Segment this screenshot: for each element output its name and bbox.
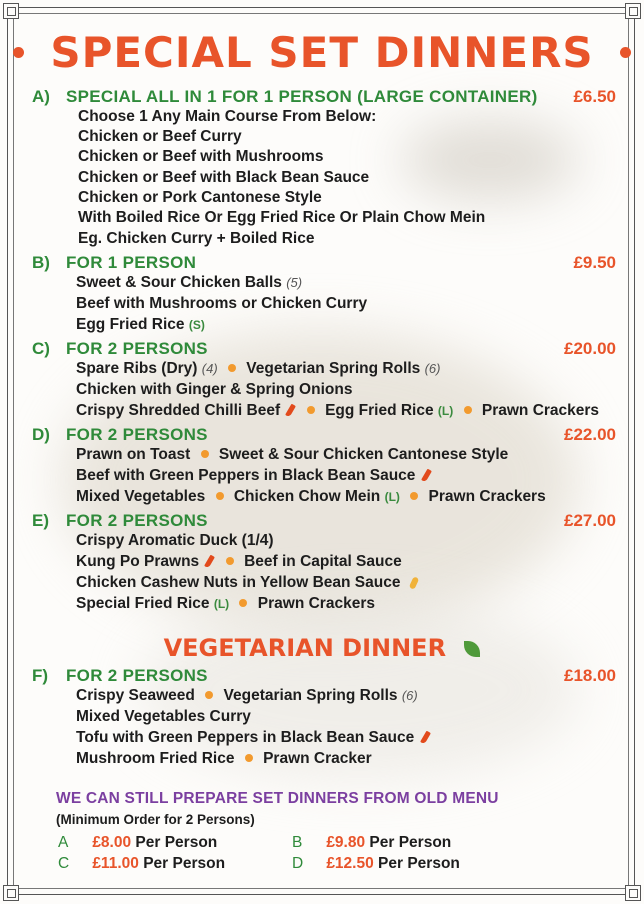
section-price: £9.50 xyxy=(573,253,616,272)
menu-line: Chicken or Pork Cantonese Style xyxy=(78,189,322,206)
menu-line: Chicken or Beef with Mushrooms xyxy=(78,148,324,165)
menu-line xyxy=(76,573,417,593)
bullet-icon xyxy=(226,557,234,565)
menu-line xyxy=(76,707,251,727)
menu-line xyxy=(76,728,431,748)
section-letter: A) xyxy=(32,87,50,106)
section-e-header xyxy=(32,510,616,532)
dish: Chicken Chow Mein xyxy=(233,488,381,505)
dish: Special Fried Rice xyxy=(76,595,210,612)
corner-ornament xyxy=(625,3,641,19)
dish: Prawn Crackers xyxy=(428,488,546,505)
chili-icon xyxy=(421,469,432,483)
dish: Egg Fried Rice xyxy=(325,402,434,419)
dish: Crispy Seaweed xyxy=(76,687,195,704)
section-letter: C) xyxy=(32,339,50,358)
dish: Mixed Vegetables xyxy=(76,488,206,505)
section-title: FOR 2 PERSONS xyxy=(66,511,208,530)
dish: Spare Ribs (Dry) xyxy=(76,360,198,377)
size-tag: (L) xyxy=(213,597,230,611)
dish: Crispy Aromatic Duck (1/4) xyxy=(76,532,274,549)
menu-line xyxy=(76,315,205,335)
menu-line xyxy=(76,686,418,706)
size-tag: (S) xyxy=(188,318,205,332)
option-price: £8.00 xyxy=(92,834,132,851)
corner-ornament xyxy=(3,3,19,19)
option-per-person: Per Person xyxy=(378,855,460,872)
dish: Vegetarian Spring Rolls xyxy=(246,360,421,377)
option-per-person: Per Person xyxy=(143,855,226,872)
section-f-header xyxy=(32,665,616,687)
section-letter: B) xyxy=(32,253,50,272)
menu-line xyxy=(76,359,440,379)
dish: Crispy Shredded Chilli Beef xyxy=(76,402,281,419)
option-letter: C xyxy=(58,855,70,872)
dish: Prawn Crackers xyxy=(257,595,375,612)
title-dot-icon xyxy=(620,47,631,58)
menu-line: Choose 1 Any Main Course From Below: xyxy=(78,108,377,125)
section-letter: D) xyxy=(32,425,50,444)
vegetarian-heading xyxy=(0,634,644,662)
section-title: FOR 2 PERSONS xyxy=(66,425,208,444)
bullet-icon xyxy=(307,406,315,414)
vegetarian-heading-text: VEGETARIAN DINNER xyxy=(163,634,447,662)
menu-line: Chicken or Beef Curry xyxy=(78,128,242,145)
option-per-person: Per Person xyxy=(369,834,452,851)
bullet-icon xyxy=(228,364,236,372)
section-b-header xyxy=(32,252,616,274)
menu-line xyxy=(76,273,302,293)
dish: Vegetarian Spring Rolls xyxy=(223,687,398,704)
dish: Mixed Vegetables Curry xyxy=(76,708,251,725)
dish: Sweet & Sour Chicken Cantonese Style xyxy=(218,446,509,463)
page-title: SPECIAL SET DINNERS xyxy=(50,27,594,77)
dish: Prawn Crackers xyxy=(481,402,600,419)
size-tag: (L) xyxy=(437,404,454,418)
section-price: £22.00 xyxy=(564,425,616,444)
page-title-row xyxy=(0,22,644,82)
menu-line xyxy=(76,594,375,614)
menu-line xyxy=(76,445,508,465)
old-menu-option xyxy=(58,832,217,854)
dish: Beef with Mushrooms or Chicken Curry xyxy=(76,295,368,312)
bullet-icon xyxy=(410,492,418,500)
section-letter: F) xyxy=(32,666,49,685)
dish: Kung Po Prawns xyxy=(76,553,200,570)
quantity: (5) xyxy=(286,275,303,290)
dish: Chicken with Ginger & Spring Onions xyxy=(76,381,353,398)
dish: Beef with Green Peppers in Black Bean Sauce xyxy=(76,467,416,484)
chili-icon xyxy=(286,404,297,418)
section-title: FOR 2 PERSONS xyxy=(66,666,208,685)
old-menu-heading: WE CAN STILL PREPARE SET DINNERS FROM OLD MENU xyxy=(56,790,499,807)
chili-icon xyxy=(205,555,216,569)
quantity: (6) xyxy=(424,361,441,376)
menu-line xyxy=(76,487,546,507)
option-letter: A xyxy=(58,834,69,851)
quantity: (4) xyxy=(201,361,218,376)
section-title: FOR 2 PERSONS xyxy=(66,339,208,358)
dish: Prawn on Toast xyxy=(76,446,191,463)
dish: Mushroom Fried Rice xyxy=(76,750,235,767)
old-menu-minimum: (Minimum Order for 2 Persons) xyxy=(56,812,255,827)
chili-icon xyxy=(420,731,431,745)
menu-line xyxy=(76,552,402,572)
menu-line xyxy=(76,749,372,769)
title-dot-icon xyxy=(13,47,24,58)
section-a-header xyxy=(32,86,616,108)
size-tag: (L) xyxy=(384,490,400,504)
old-menu-option xyxy=(58,853,225,875)
menu-line: With Boiled Rice Or Egg Fried Rice Or Plain Chow Mein xyxy=(78,209,486,226)
leaf-icon xyxy=(464,641,480,657)
section-price: £18.00 xyxy=(564,666,616,685)
section-letter: E) xyxy=(32,511,49,530)
section-price: £20.00 xyxy=(564,339,616,358)
menu-line xyxy=(76,380,352,400)
corner-ornament xyxy=(625,885,641,901)
menu-line xyxy=(76,294,367,314)
option-per-person: Per Person xyxy=(135,834,218,851)
menu-line: Eg. Chicken Curry + Boiled Rice xyxy=(78,230,315,247)
option-price: £12.50 xyxy=(326,855,374,872)
bullet-icon xyxy=(205,691,213,699)
menu-line: Chicken or Beef with Black Bean Sauce xyxy=(78,169,370,186)
bullet-icon xyxy=(201,450,209,458)
section-c-header xyxy=(32,338,616,360)
dish: Beef in Capital Sauce xyxy=(244,553,402,570)
old-menu-option xyxy=(292,832,451,854)
menu-line xyxy=(76,531,274,551)
bullet-icon xyxy=(464,406,472,414)
corner-ornament xyxy=(3,885,19,901)
bullet-icon xyxy=(216,492,224,500)
dish: Chicken Cashew Nuts in Yellow Bean Sauce xyxy=(76,574,401,591)
option-price: £9.80 xyxy=(326,834,366,851)
old-menu-option xyxy=(292,853,460,875)
dish: Prawn Cracker xyxy=(263,750,372,767)
section-title: FOR 1 PERSON xyxy=(66,253,197,272)
menu-line xyxy=(76,401,599,421)
dish: Egg Fried Rice xyxy=(76,316,185,333)
bullet-icon xyxy=(239,599,247,607)
section-price: £6.50 xyxy=(573,87,616,106)
menu-line xyxy=(76,466,432,486)
section-price: £27.00 xyxy=(564,511,616,530)
option-letter: D xyxy=(292,855,304,872)
dish: Sweet & Sour Chicken Balls xyxy=(76,274,282,291)
section-d-header xyxy=(32,424,616,446)
option-letter: B xyxy=(292,834,303,851)
quantity: (6) xyxy=(401,688,418,703)
option-price: £11.00 xyxy=(92,855,139,872)
dish: Tofu with Green Peppers in Black Bean Sauce xyxy=(76,729,415,746)
bullet-icon xyxy=(245,754,253,762)
section-title: SPECIAL ALL IN 1 FOR 1 PERSON (LARGE CONTAINER) xyxy=(66,87,538,106)
